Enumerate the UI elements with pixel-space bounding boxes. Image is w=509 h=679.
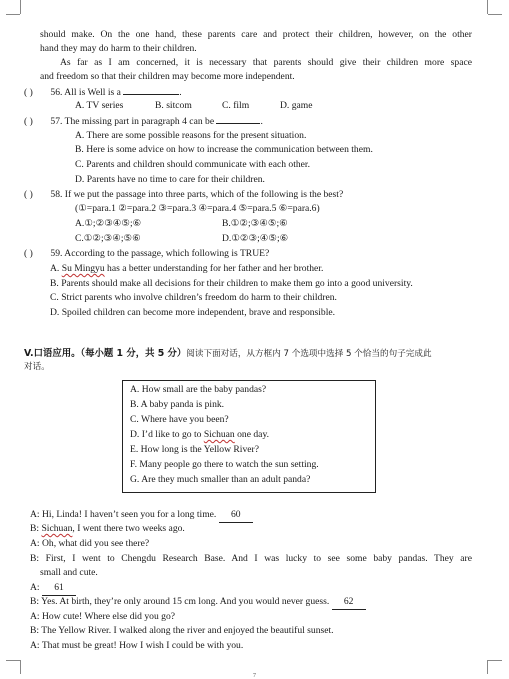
option: A.①;②③④⑤;⑥ — [75, 218, 142, 229]
box-option: E. How long is the Yellow River? — [130, 444, 259, 455]
dialogue-line: B: Yes. At birth, they’re only around 15 cm long. And you would never guess. 62 — [30, 595, 366, 610]
answer-paren[interactable]: ( ) — [24, 87, 33, 98]
answer-blank[interactable] — [216, 114, 260, 124]
dialogue-line: A: 61 — [30, 581, 76, 596]
dialogue-line: A: Oh, what did you see there? — [30, 538, 150, 549]
answer-paren[interactable]: ( ) — [24, 116, 33, 127]
dialogue-line: small and cute. — [40, 567, 98, 578]
option: C. Strict parents who involve children’s freedom do harm to their children. — [50, 292, 337, 303]
dialogue-line: A: Hi, Linda! I haven’t seen you for a long time. 60 — [30, 508, 253, 523]
question-stem: 57. The missing part in paragraph 4 can be — [50, 116, 215, 127]
question-57: ( ) 57. The missing part in paragraph 4 can be . — [24, 116, 263, 127]
answer-blank-60[interactable]: 60 — [219, 508, 253, 523]
passage-line: hand they may do harm to their children. — [40, 43, 197, 54]
crop-mark-bottom-left-h — [6, 660, 20, 661]
dialogue-line: B: The Yellow River. I walked along the river and enjoyed the beautiful sunset. — [30, 625, 334, 636]
section-instructions-cont: 对话。 — [24, 362, 50, 372]
option: C.①②;③④;⑤⑥ — [75, 233, 141, 244]
page-number: 7 — [253, 673, 256, 679]
box-option: B. A baby panda is pink. — [130, 399, 225, 410]
box-option: D. I’d like to go to Sichuan one day. — [130, 429, 270, 440]
option: B.①②;③④⑤;⑥ — [222, 218, 288, 229]
option: D.①②③;④⑤;⑥ — [222, 233, 289, 244]
dialogue-line: A: That must be great! How I wish I could be with you. — [30, 640, 244, 651]
options-box — [122, 380, 376, 493]
question-stem: 58. If we put the passage into three parts, which of the following is the best? — [50, 189, 344, 200]
crop-mark-top-right — [487, 0, 488, 14]
dialogue-line: B: First, I went to Chengdu Research Base. And I was lucky to see some baby pandas. They are — [30, 553, 472, 564]
question-stem: 59. According to the passage, which following is TRUE? — [50, 248, 270, 259]
passage-line: should make. On the one hand, these parents care and protect their children, however, on the other — [40, 29, 472, 40]
dialogue-line: A: How cute! Where else did you go? — [30, 611, 176, 622]
option: A. There are some possible reasons for the present situation. — [75, 130, 307, 141]
option: B. Here is some advice on how to increase the communication between them. — [75, 144, 373, 155]
question-56: ( ) 56. All is Well is a . — [24, 87, 182, 98]
crop-mark-top-right-h — [488, 14, 502, 15]
section-heading — [24, 347, 432, 362]
box-option: G. Are they much smaller than an adult panda? — [130, 474, 311, 485]
option: A. TV series — [75, 100, 124, 111]
option: D. game — [280, 100, 313, 111]
answer-paren[interactable]: ( ) — [24, 248, 33, 259]
section-instructions: 阅读下面对话，从方框内 7 个选项中选择 5 个恰当的句子完成此 — [186, 349, 432, 359]
option: C. Parents and children should communicate with each other. — [75, 159, 310, 170]
question-59 — [24, 247, 269, 261]
misspelled-word: Sichuan — [203, 429, 235, 440]
box-option: C. Where have you been? — [130, 414, 229, 425]
crop-mark-top-left-h — [6, 14, 20, 15]
passage-line: and freedom so that their children may become more independent. — [40, 71, 295, 82]
crop-mark-bottom-right-h — [488, 660, 502, 661]
question-58 — [24, 188, 343, 202]
misspelled-word: Su Mingyu — [61, 263, 105, 274]
crop-mark-top-left — [20, 0, 21, 14]
passage-line: As far as I am concerned, it is necessary that parents should give their children more space — [60, 57, 472, 68]
answer-blank[interactable] — [123, 85, 179, 95]
question-stem: 56. All is Well is a — [50, 87, 121, 98]
dialogue-line: B: Sichuan, I went there two weeks ago. — [30, 523, 185, 534]
box-option: A. How small are the baby pandas? — [130, 384, 267, 395]
parts-legend: (①=para.1 ②=para.2 ③=para.3 ④=para.4 ⑤=para.5 ⑥=para.6) — [75, 203, 320, 214]
answer-blank-62[interactable]: 62 — [332, 595, 366, 610]
option: B. Parents should make all decisions for their children to make them go into a good university. — [50, 278, 413, 289]
option: B. sitcom — [155, 100, 192, 111]
option: D. Parents have no time to care for their children. — [75, 174, 265, 185]
box-option: F. Many people go there to watch the sun setting. — [130, 459, 319, 470]
section-title: V.口语应用。（每小题 1 分，共 5 分） — [24, 348, 187, 359]
option: C. film — [222, 100, 250, 111]
answer-paren[interactable]: ( ) — [24, 189, 33, 200]
answer-blank-61[interactable]: 61 — [42, 581, 76, 596]
option: D. Spoiled children can become more independent, brave and responsible. — [50, 307, 336, 318]
option: A. Su Mingyu has a better understanding for her father and her brother. — [50, 263, 324, 274]
